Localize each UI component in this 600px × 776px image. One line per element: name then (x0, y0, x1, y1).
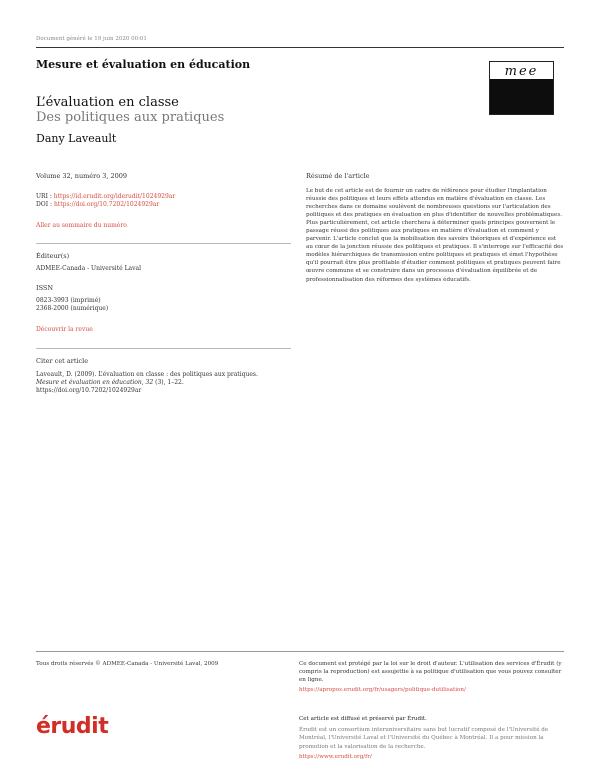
journal-logo-text: mee (490, 66, 553, 78)
erudit-logo[interactable]: érudit (36, 714, 109, 739)
footer-divider (36, 651, 564, 652)
section-divider (36, 243, 291, 244)
article-subtitle: Des politiques aux pratiques (36, 110, 225, 125)
article-author: Dany Laveault (36, 132, 117, 145)
citation-journal: Mesure et évaluation en éducation, 32 (36, 379, 154, 386)
publisher-heading: Éditeur(s) (36, 252, 70, 260)
doi-line (36, 201, 159, 209)
about-heading: Cet article est diffusé et préservé par Érudit. (299, 716, 427, 722)
generated-date: Document généré le 19 juin 2020 00:01 (36, 36, 147, 42)
citation-line-1: Laveault, D. (2009). L’évaluation en classe : des politiques aux pratiques. (36, 371, 258, 378)
citation-pages: (3), 1–22. (153, 379, 184, 386)
issn-digital: 2368-2000 (numérique) (36, 305, 109, 312)
issn-print: 0823-3993 (imprimé) (36, 297, 101, 304)
about-text: Érudit est un consortium interuniversitaire sans but lucratif composé de l'Université de Montréal, l'Université Laval et l'Université du Québec à Montréal. Il a pour mission la promotion et la valorisation de la recherche. (299, 727, 549, 750)
journal-name: Mesure et évaluation en éducation (36, 58, 251, 71)
publisher-name: ADMEE-Canada - Université Laval (36, 265, 142, 272)
article-title: L’évaluation en classe (36, 95, 179, 110)
cite-heading: Citer cet article (36, 357, 89, 365)
legal-notice: Ce document est protégé par la loi sur le droit d'auteur. L'utilisation des services d'Érudit (y compris la reproduction) est assujettie à sa politique d'utilisation que vous pouvez consulter en ligne. (299, 661, 562, 684)
uri-label: URI : (36, 193, 54, 200)
doi-link[interactable]: https://doi.org/10.7202/1024929ar (53, 201, 160, 208)
volume-info: Volume 32, numéro 3, 2009 (36, 172, 128, 180)
uri-link[interactable]: https://id.erudit.org/iderudit/1024929ar (53, 193, 176, 200)
citation-doi: https://doi.org/10.7202/1024929ar (36, 387, 142, 394)
header-divider (36, 47, 564, 48)
journal-logo (489, 61, 554, 115)
doi-label: DOI : (36, 201, 54, 208)
issn-heading: ISSN (36, 284, 54, 292)
erudit-website-link[interactable]: https://www.erudit.org/fr/ (299, 754, 372, 760)
rights-notice: Tous droits réservés © ADMEE-Canada - Université Laval, 2009 (36, 661, 219, 667)
discover-journal-link[interactable]: Découvrir la revue (36, 326, 93, 333)
usage-policy-link[interactable]: https://apropos.erudit.org/fr/usagers/politique-dutilisation/ (299, 687, 466, 693)
abstract-text: Le but de cet article est de fournir un cadre de référence pour étudier l'implantation réussie des politiques et leurs effets attendus en matière d'évaluation en classe. Les recherches dans ce domaine soulèvent de nombreuses questions sur l'articulation des politiques et des pratiques en évaluation en plus d'identifier de nouvelles problématiques. Plus particulièrement, cet article cherchera à déterminer quels principes gouvernent le passage réussi des politiques aux pratiques en matière d'évaluation et comment y parvenir. L'article conclut que la mobilisation des savoirs théoriques et d'expérience est au cœur de la jonction réussie des politiques et pratiques. Il s'interroge sur l'efficacité des modèles hiérarchiques de transmission entre politiques et pratiques et émet l'hypothèse qu'il pourrait être plus profitable d'étudier comment politiques et pratiques peuvent faire œuvre commune et se construire dans un processus d'évaluation équilibrée et de professionnalisation des réformes des systèmes éducatifs. (306, 188, 564, 283)
abstract-heading: Résumé de l'article (306, 172, 370, 180)
summary-link[interactable]: Aller au sommaire du numéro (36, 222, 127, 229)
section-divider (36, 348, 291, 349)
